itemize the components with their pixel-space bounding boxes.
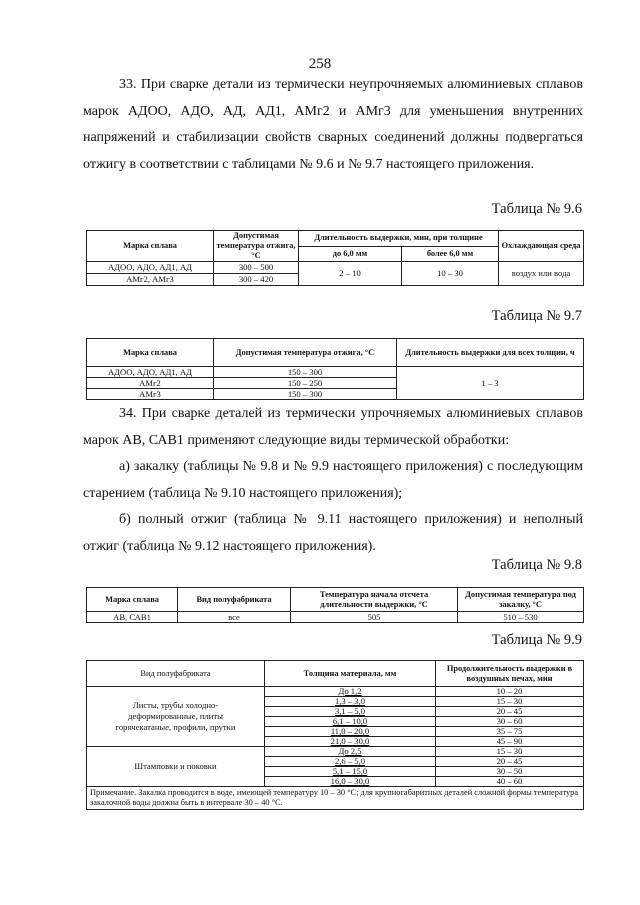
cell-start-temp: 505: [291, 612, 458, 623]
cell-temp: 150 – 300: [214, 367, 397, 378]
cell-alloy: АМг2, АМг3: [87, 274, 214, 286]
header-alloy: Марка сплава: [87, 231, 214, 262]
cell-cooling: воздух или вода: [499, 262, 584, 286]
table-note: Примечание. Закалка проводится в воде, имеющей температуру 10 – 30 °С; для крупногабаритных деталей сложной формы температура закалочной воды должна быть в интервале 30 – 40 °С.: [87, 787, 584, 810]
header-duration: Длительность выдержки для всех толщин, ч: [397, 339, 584, 367]
header-type: Вид полуфабриката: [178, 588, 291, 612]
table-9-6-caption: Таблица № 9.6: [491, 201, 582, 217]
cell-dur-2: 10 – 30: [402, 262, 499, 286]
cell-thickness: 2,6 – 5,0: [265, 757, 436, 767]
cell-thickness: 11,0 – 20,0: [265, 727, 436, 737]
page-number: 258: [308, 56, 332, 72]
cell-duration: 35 – 75: [436, 727, 584, 737]
header-temp: Допустимая температура отжига, °С: [214, 231, 299, 262]
cell-thickness: До 2,5: [265, 747, 436, 757]
cell-temp: 150 – 300: [214, 389, 397, 400]
cell-temp: 300 – 500: [214, 262, 299, 274]
group-forgings: Штамповки и поковки: [87, 747, 265, 787]
cell-thickness: 6,1 – 10,0: [265, 717, 436, 727]
header-duration: Продолжительность выдержки в воздушных печах, мин: [436, 661, 584, 687]
header-thickness: Толщина материала, мм: [265, 661, 436, 687]
table-9-8-caption: Таблица № 9.8: [491, 557, 582, 573]
header-dur-2: более 6,0 мм: [402, 246, 499, 262]
cell-thickness: 1,3 – 3,0: [265, 697, 436, 707]
header-dur-1: до 6,0 мм: [299, 246, 402, 262]
cell-temp: 150 – 250: [214, 378, 397, 389]
cell-thickness: 5,1 – 15,0: [265, 767, 436, 777]
cell-duration: 45 – 90: [436, 737, 584, 747]
cell-temp: 300 – 420: [214, 274, 299, 286]
cell-duration: 20 – 45: [436, 757, 584, 767]
cell-duration: 40 – 60: [436, 777, 584, 787]
cell-alloy: АДОО, АДО, АД1, АД: [87, 367, 214, 378]
cell-alloy: АДОО, АДО, АД1, АД: [87, 262, 214, 274]
table-9-8: [86, 587, 584, 623]
header-temp: Допустимая температура отжига, °С: [214, 339, 397, 367]
cell-duration: 30 – 50: [436, 767, 584, 777]
header-cooling: Охлаждающая среда: [499, 231, 584, 262]
table-9-9: [86, 660, 584, 810]
table-9-6: [86, 230, 584, 286]
cell-thickness: 3,1 – 5,0: [265, 707, 436, 717]
header-type: Вид полуфабриката: [87, 661, 265, 687]
paragraph-34: 34. При сварке деталей из термически упрочняемых алюминиевых сплавов марок АВ, САВ1 применяют следующие виды термической обработки:: [83, 406, 583, 448]
cell-duration: 10 – 20: [436, 687, 584, 697]
cell-thickness: 16,0 – 30,0: [265, 777, 436, 787]
cell-duration: 30 – 60: [436, 717, 584, 727]
paragraph-33: 33. При сварке детали из термически неупрочняемых алюминиевых сплавов марок АДОО, АДО, АД, АД1, АМг2 и АМг3 для уменьшения внутренних напряжений и стабилизации свойств сварных соединений должны подвергаться отжигу в соответствии с таблицами № 9.6 и № 9.7 настоящего приложения.: [83, 77, 583, 172]
header-start-temp: Температура начала отсчета длительности выдержки, °С: [291, 588, 458, 612]
cell-alloy: АМг3: [87, 389, 214, 400]
cell-alloy: АВ, САВ1: [87, 612, 178, 623]
cell-thickness: 21,0 – 30,0: [265, 737, 436, 747]
paragraph-b: б) полный отжиг (таблица № 9.11 настоящего приложения) и неполный отжиг (таблица № 9.12 настоящего приложения).: [83, 512, 583, 554]
table-9-7: [86, 338, 584, 400]
cell-duration: 1 – 3: [397, 367, 584, 400]
cell-thickness: До 1,2: [265, 687, 436, 697]
cell-temp: 510 – 530: [458, 612, 584, 623]
header-temp: Допустимая температура под закалку, °С: [458, 588, 584, 612]
paragraph-a: а) закалку (таблицы № 9.8 и № 9.9 настоящего приложения) с последующим старением (таблица № 9.10 настоящего приложения);: [83, 459, 583, 501]
cell-duration: 15 – 30: [436, 697, 584, 707]
cell-dur-1: 2 – 10: [299, 262, 402, 286]
header-alloy: Марка сплава: [87, 588, 178, 612]
cell-alloy: АМг2: [87, 378, 214, 389]
cell-type: все: [178, 612, 291, 623]
table-9-9-caption: Таблица № 9.9: [491, 632, 582, 648]
cell-duration: 15 – 30: [436, 747, 584, 757]
header-alloy: Марка сплава: [87, 339, 214, 367]
group-sheets: Листы, трубы холодно-деформированные, плиты горячекатаные, профили, прутки: [87, 687, 265, 747]
header-duration: Длительность выдержки, мин, при толщине: [299, 231, 499, 247]
cell-duration: 20 – 45: [436, 707, 584, 717]
table-9-7-caption: Таблица № 9.7: [491, 308, 582, 324]
